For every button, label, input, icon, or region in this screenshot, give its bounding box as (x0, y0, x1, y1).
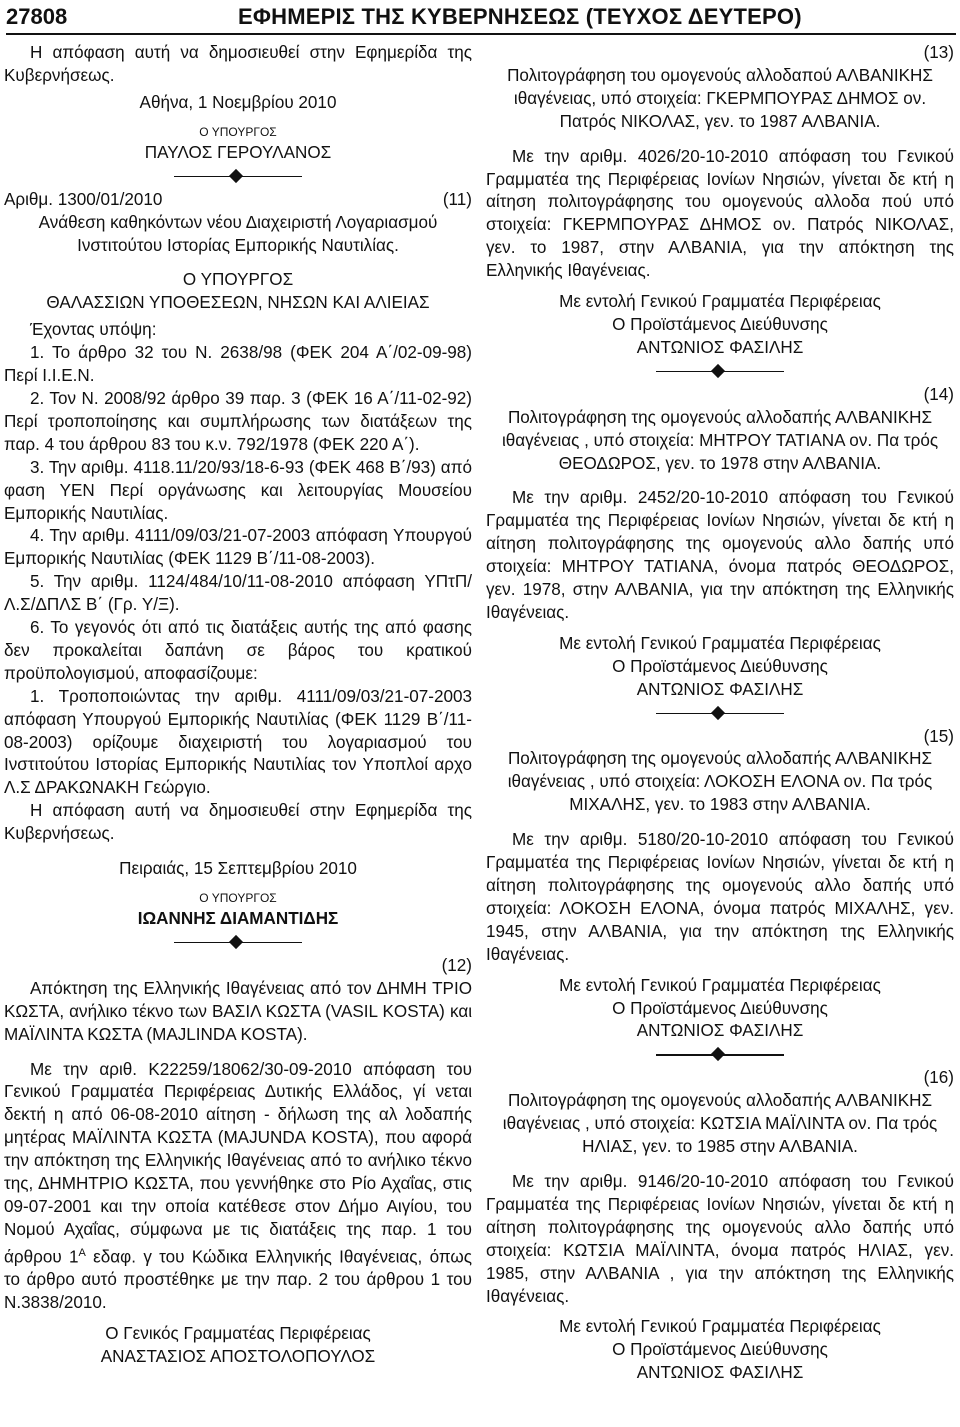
decision-body: Με την αριθμ. 4026/20-10-2010 απόφαση του Γενικού Γραμματέα της Περιφέρειας Ιονίων Νησιών, γίνεται δε κτή η αίτηση πολιτογράφησης του ομογενούς αλλοδα πού υπό στοιχεία: ΓΚΕΡΜΠΟΥΡΑΣ ΔΗΜΟΣ ον. Πατρός ΝΙΚΟΛΑΣ, γεν. το 1987, στην ΑΛΒΑΝΙΑ, για την απόκτηση της Ελληνικής Ιθαγένειας. (486, 146, 954, 281)
having-regard: Έχοντας υπόψη: (30, 320, 157, 340)
signatory-title: Ο ΥΠΟΥΡΓΟΣ (199, 891, 277, 905)
decision-subject: Απόκτηση της Ελληνικής Ιθαγένειας από τον ΔΗΜΗ ΤΡΙΟ ΚΩΣΤΑ, ανήλικο τέκνο των ΒΑΣΙΛ ΚΩΣΤΑ (VASIL KOSTA) και ΜΑΪΛΙΝΤΑ ΚΩΣΤΑ (MAJLINDA KOSTA). (4, 978, 472, 1044)
intro-publish-text: Η απόφαση αυτή να δημοσιευθεί στην Εφημερίδα της Κυβερνήσεως. (4, 43, 472, 85)
signatory-name: ΑΝΤΩΝΙΟΣ ΦΑΣΙΛΗΣ (636, 1021, 804, 1041)
decision-subject: Πολιτογράφηση της ομογενούς αλλοδαπής ΑΛΒΑΝΙΚΗΣ ιθαγένειας , υπό στοιχεία: ΜΗΤΡΟΥ ΤΑΤΙΑΝΑ ον. Πα τρός ΘΕΟΔΩΡΟΣ, γεν. το 1978 στην ΑΛΒΑΝΙΑ. (501, 407, 939, 473)
decision-11 (4, 189, 472, 931)
decision-number: (14) (923, 384, 954, 404)
decision-12 (4, 955, 472, 1369)
header-rule (6, 33, 956, 35)
signatory-name: ΑΝΤΩΝΙΟΣ ΦΑΣΙΛΗΣ (636, 1363, 804, 1383)
decision-number: (16) (923, 1068, 954, 1088)
regard-item: 2. Τον Ν. 2008/92 άρθρο 39 παρ. 3 (ΦΕΚ 16 Α΄/11-02-92) Περί τροποποίησης και συμπλήρωσης των διατάξεων της παρ. 4 του άρθρου 83 του κ.ν. 792/1978 (ΦΕΚ 220 Α΄). (4, 388, 472, 454)
decision-subject: Πολιτογράφηση του ομογενούς αλλοδαπού ΑΛΒΑΝΙΚΗΣ ιθαγένειας, υπό στοιχεία: ΓΚΕΡΜΠΟΥΡΑΣ ΔΗΜΟΣ ον. Πατρός ΝΙΚΟΛΑΣ, γεν. το 1987 ΑΛΒΑΝΙΑ. (507, 65, 933, 131)
page-number: 27808 (6, 4, 68, 29)
right-column (486, 42, 954, 1385)
decision-13 (486, 42, 954, 360)
decision-subject: Πολιτογράφηση της ομογενούς αλλοδαπής ΑΛΒΑΝΙΚΗΣ ιθαγένειας , υπό στοιχεία: ΛΟΚΟΣΗ ΕΛΟΝΑ ον. Πα τρός ΜΙΧΑΛΗΣ, γεν. το 1983 στην ΑΛΒΑΝΙΑ. (507, 749, 933, 815)
signatory-line-2: Ο Προϊστάμενος Διεύθυνσης (612, 656, 828, 676)
decision-14 (486, 384, 954, 702)
section-divider (4, 165, 472, 189)
signatory-line-1: Με εντολή Γενικού Γραμματέα Περιφέρειας (559, 1317, 881, 1337)
signatory-name: ΑΝΤΩΝΙΟΣ ΦΑΣΙΛΗΣ (636, 337, 804, 357)
decision-body-text: Με την αριθ. Κ22259/18062/30-09-2010 απόφαση του Γενικού Γραμματέα Περιφέρειας Δυτικής Ελλάδος, γί νεται δεκτή η από 06-08-2010 αίτηση - δήλωση της αλ λοδαπής μητέρας ΜΑΪΛΙΝΤΑ ΚΩΣΤΑ (MAJUNDA KOSTA), που αφορά την απόκτηση της Ελληνικής Ιθαγένειας από το ανήλικο τέκνο της, ΔΗΜΗΤΡΙΟ ΚΩΣΤΑ, που γεννήθηκε στο Ρίο Αχαΐας, στις 09-07-2001 και την οποία κατέθεσε στον Δήμο Αιγίου, του Νομού Αχαΐας, σύμφωνα με τις διατάξεις της παρ. 1 του άρθρου 1 (4, 1059, 472, 1267)
section-divider (4, 931, 472, 955)
decision-number: (12) (441, 955, 472, 975)
decision-body-text-cont: εδαφ. γ του Κώδικα Ελληνικής Ιθαγένειας, όπως το άρθρο αυτό προστέθηκε με την παρ. 2 του άρθρου 1 του Ν.3838/2010. (4, 1247, 473, 1313)
authority-line-2: ΘΑΛΑΣΣΙΩΝ ΥΠΟΘΕΣΕΩΝ, ΝΗΣΩΝ ΚΑΙ ΑΛΙΕΙΑΣ (46, 293, 430, 313)
decision-subject: Πολιτογράφηση της ομογενούς αλλοδαπής ΑΛΒΑΝΙΚΗΣ ιθαγένειας , υπό στοιχεία: ΚΩΤΣΙΑ ΜΑΪΛΙΝΤΑ ον. Πα τρός ΗΛΙΑΣ, γεν. το 1985 στην ΑΛΒΑΝΙΑ. (502, 1091, 938, 1157)
regard-item: 3. Την αριθμ. 4118.11/20/93/18-6-93 (ΦΕΚ 468 Β΄/93) από φαση ΥΕΝ Περί οργάνωσης και λειτουργίας Μουσείου Εμπορικής Ναυτιλίας. (4, 457, 472, 523)
publish-text: Η απόφαση αυτή να δημοσιευθεί στην Εφημερίδα της Κυβερνήσεως. (4, 801, 472, 844)
decision-ref: Αριθμ. 1300/01/2010 (4, 189, 163, 209)
signatory-name: ΙΩΑΝΝΗΣ ΔΙΑΜΑΝΤΙΔΗΣ (137, 909, 339, 928)
signatory-line-2: Ο Προϊστάμενος Διεύθυνσης (612, 1340, 828, 1360)
gazette-title: ΕΦΗΜΕΡΙΣ ΤΗΣ ΚΥΒΕΡΝΗΣΕΩΣ (ΤΕΥΧΟΣ ΔΕΥΤΕΡΟ) (238, 4, 802, 29)
section-divider (486, 1043, 954, 1067)
regard-item: 5. Την αριθμ. 1124/484/10/11-08-2010 απόφαση ΥΠτΠ/Λ.Σ/ΔΠΛΣ Β΄ (Γρ. Υ/Ξ). (4, 572, 472, 615)
decision-subject: Ανάθεση καθηκόντων νέου Διαχειριστή Λογαριασμού Ινστιτούτου Ιστορίας Εμπορικής Ναυτιλίας. (38, 212, 438, 255)
authority-line-1: Ο ΥΠΟΥΡΓΟΣ (182, 270, 294, 290)
signatory-title: Ο ΥΠΟΥΡΓΟΣ (199, 124, 277, 139)
decision-body: Με την αριθμ. 9146/20-10-2010 απόφαση του Γενικού Γραμματέα της Περιφέρειας Ιονίων Νησιών, γίνεται δε κτή η αίτηση πολιτογράφησης της ομογενούς αλλο δαπής υπό στοιχεία: ΚΩΤΣΙΑ ΜΑΪΛΙΝΤΑ, όνομα πατρός ΗΛΙΑΣ, γεν. 1985, στην ΑΛΒΑΝΙΑ , για την απόκτηση της Ελληνικής Ιθαγένειας. (486, 1171, 954, 1306)
place-date: Πειραιάς, 15 Σεπτεμβρίου 2010 (119, 859, 357, 879)
regard-item: 1. Το άρθρο 32 του Ν. 2638/98 (ΦΕΚ 204 Α΄/02-09-98) Περί Ι.Ι.Ε.Ν. (4, 343, 472, 386)
page-header (6, 4, 954, 34)
regard-item: 6. Το γεγονός ότι από τις διατάξεις αυτής της από φασης δεν προκαλείται δαπάνη σε βάρος του κρατικού προϋπολογισμού, αποφασίζουμε: (4, 618, 472, 683)
decision-body: Με την αριθμ. 5180/20-10-2010 απόφαση του Γενικού Γραμματέα της Περιφέρειας Ιονίων Νησιών, γίνεται δε κτή η αίτηση πολιτογράφησης της ομογενούς αλλο δαπής υπό στοιχεία: ΛΟΚΟΣΗ ΕΛΟΝΑ, όνομα πατρός ΜΙΧΑΛΗΣ, γεν. 1945, στην ΑΛΒΑΝΙΑ, για την απόκτηση της Ελληνικής Ιθαγένειας. (486, 830, 954, 964)
decision-number: (15) (923, 726, 954, 746)
section-divider (486, 702, 954, 726)
decision-number: (11) (442, 189, 472, 209)
decision-15 (486, 726, 954, 1044)
signatory-name: ΑΝΑΣΤΑΣΙΟΣ ΑΠΟΣΤΟΛΟΠΟΥΛΟΣ (100, 1347, 376, 1367)
left-column (4, 42, 472, 1369)
decision-number: (13) (923, 43, 954, 62)
superscript-a: Α (78, 1246, 86, 1259)
signatory-line-1: Με εντολή Γενικού Γραμματέα Περιφέρειας (559, 292, 881, 312)
signatory-line-1: Με εντολή Γενικού Γραμματέα Περιφέρειας (559, 633, 881, 653)
signatory-line-2: Ο Προϊστάμενος Διεύθυνσης (612, 998, 828, 1018)
place-date: Αθήνα, 1 Νοεμβρίου 2010 (139, 92, 337, 112)
regard-item: 4. Την αριθμ. 4111/09/03/21-07-2003 απόφαση Υπουργού Εμπορικής Ναυτιλίας (ΦΕΚ 1129 Β΄/11-08-2003). (4, 526, 472, 569)
signatory-title: Ο Γενικός Γραμματέας Περιφέρειας (105, 1324, 371, 1344)
signatory-line-1: Με εντολή Γενικού Γραμματέα Περιφέρειας (559, 975, 881, 995)
decision-body: Με την αριθμ. 2452/20-10-2010 απόφαση του Γενικού Γραμματέα της Περιφέρειας Ιονίων Νησιών, γίνεται δε κτή η αίτηση πολιτογράφησης της ομογενούς αλλο δαπής υπό στοιχεία: ΜΗΤΡΟΥ ΤΑΤΙΑΝΑ, όνομα πατρός ΘΕΟΔΩΡΟΣ, γεν. 1978, στην ΑΛΒΑΝΙΑ, για την απόκτηση της Ελληνικής Ιθαγένειας. (486, 488, 954, 622)
decision-16 (486, 1067, 954, 1385)
decision-body (4, 1059, 472, 1316)
signatory-name: ΠΑΥΛΟΣ ΓΕΡΟΥΛΑΝΟΣ (144, 142, 332, 162)
signatory-line-2: Ο Προϊστάμενος Διεύθυνσης (612, 314, 828, 334)
signatory-name: ΑΝΤΩΝΙΟΣ ΦΑΣΙΛΗΣ (636, 679, 804, 699)
decision-item: 1. Τροποποιώντας την αριθμ. 4111/09/03/21-07-2003 απόφαση Υπουργού Εμπορικής Ναυτιλίας (ΦΕΚ 1129 Β΄/11-08-2003) ορίζουμε διαχειριστή του λογαριασμού του Ινστιτούτου Ιστορίας Εμπορικής Ναυτιλίας τον Υποπλοί αρχο Λ.Σ ΔΡΑΚΩΝΑΚΗ Γεώργιο. (4, 686, 472, 798)
section-divider (486, 360, 954, 384)
